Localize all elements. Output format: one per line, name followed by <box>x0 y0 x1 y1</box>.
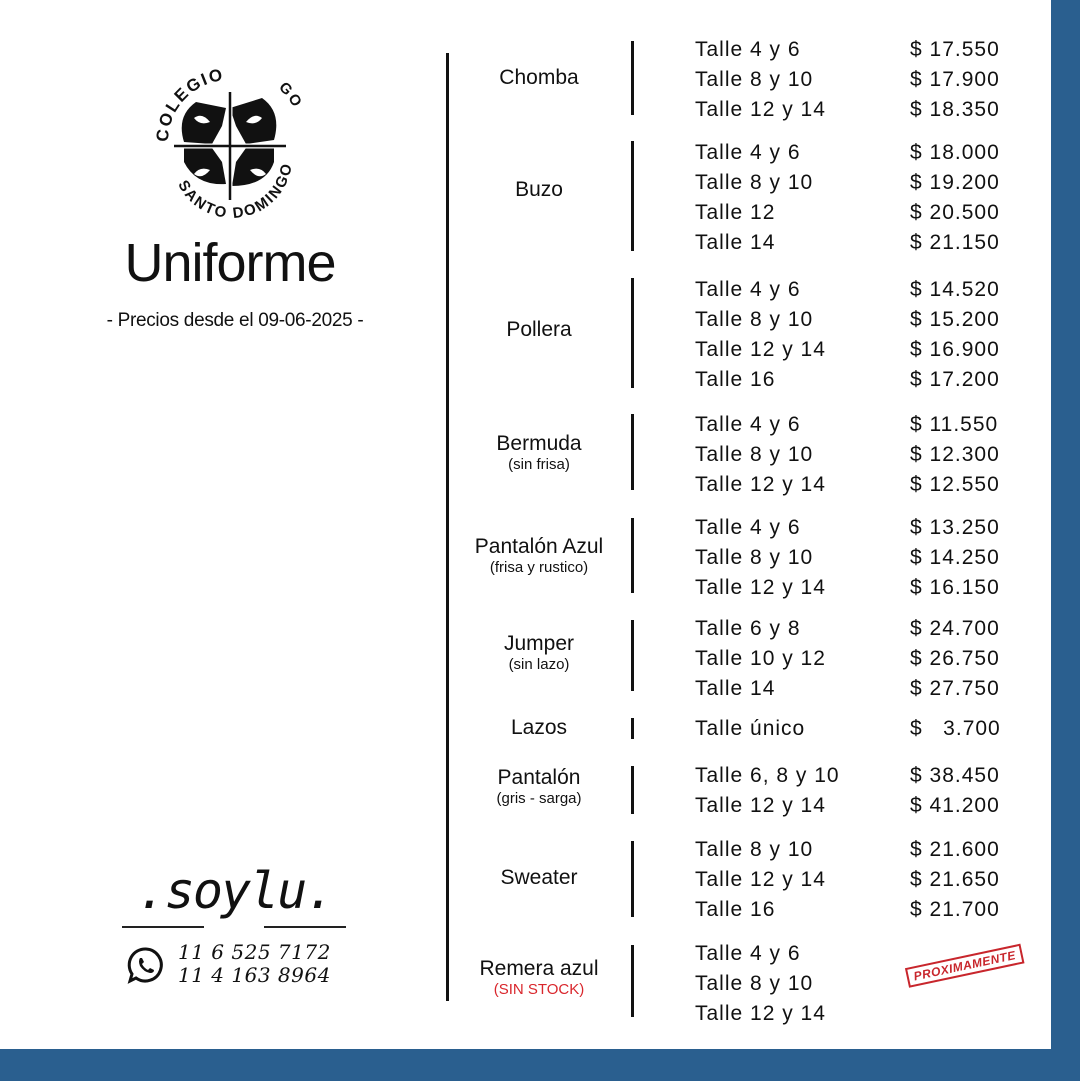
group-bar <box>631 718 634 739</box>
svg-text:COLEGIO: COLEGIO <box>152 64 226 143</box>
frame-right <box>1051 0 1080 1081</box>
page-title: Uniforme <box>124 233 336 293</box>
product-name: Pollera <box>506 318 572 341</box>
size-label: Talle 12 y 14 <box>695 576 826 599</box>
price-value: $ 41.200 <box>910 794 1000 817</box>
price-value: $ 14.520 <box>910 278 1000 301</box>
product-name: Buzo <box>515 178 563 201</box>
product-sweater <box>456 866 622 890</box>
price-value: $ 12.550 <box>910 473 1000 496</box>
product-buzo <box>456 178 622 202</box>
phone-numbers <box>178 941 331 987</box>
svg-text:GO: GO <box>275 78 306 112</box>
size-label: Talle 8 y 10 <box>695 546 814 569</box>
price-value: $ 17.900 <box>910 68 1000 91</box>
price-value: $ 27.750 <box>910 677 1000 700</box>
size-label: Talle 4 y 6 <box>695 413 801 436</box>
group-bar <box>631 141 634 251</box>
product-lazos <box>456 716 622 740</box>
group-bar <box>631 414 634 490</box>
price-value: $ 15.200 <box>910 308 1000 331</box>
group-bar <box>631 945 634 1017</box>
size-label: Talle 8 y 10 <box>695 68 814 91</box>
size-label: Talle 8 y 10 <box>695 443 814 466</box>
product-pollera <box>456 318 622 342</box>
size-label: Talle 6 y 8 <box>695 617 801 640</box>
product-name: Remera azul <box>479 957 599 980</box>
size-label: Talle 12 y 14 <box>695 98 826 121</box>
product-name: Sweater <box>500 866 578 889</box>
column-divider <box>446 53 449 1001</box>
price-value: $ 16.150 <box>910 576 1000 599</box>
price-value: $ 13.250 <box>910 516 1000 539</box>
product-bermuda <box>456 432 622 474</box>
product-pantalon-azul <box>456 535 622 577</box>
size-label: Talle 10 y 12 <box>695 647 826 670</box>
price-value: $ 21.650 <box>910 868 1000 891</box>
product-jumper <box>456 632 622 674</box>
size-label: Talle 4 y 6 <box>695 141 801 164</box>
size-label: Talle 12 y 14 <box>695 473 826 496</box>
group-bar <box>631 278 634 388</box>
svg-text:SANTO DOMINGO: SANTO DOMINGO <box>174 160 297 222</box>
product-name: Lazos <box>510 716 568 739</box>
price-value: $ 21.600 <box>910 838 1000 861</box>
size-label: Talle 8 y 10 <box>695 972 814 995</box>
size-label: Talle 4 y 6 <box>695 38 801 61</box>
product-name: Pantalón Azul <box>474 535 604 558</box>
size-label: Talle 8 y 10 <box>695 308 814 331</box>
price-value: $ 18.350 <box>910 98 1000 121</box>
size-label: Talle 12 y 14 <box>695 794 826 817</box>
group-bar <box>631 766 634 814</box>
size-label: Talle 4 y 6 <box>695 516 801 539</box>
product-chomba <box>456 66 622 90</box>
price-value: $ 17.200 <box>910 368 1000 391</box>
size-label: Talle 12 y 14 <box>695 868 826 891</box>
price-value: $ 24.700 <box>910 617 1000 640</box>
group-bar <box>631 41 634 115</box>
price-value: $ 38.450 <box>910 764 1000 787</box>
size-label: Talle 8 y 10 <box>695 838 814 861</box>
group-bar <box>631 620 634 691</box>
group-bar <box>631 518 634 593</box>
price-value: $ 19.200 <box>910 171 1000 194</box>
product-name: Jumper <box>503 632 575 655</box>
product-remera-azul <box>456 957 622 999</box>
size-label: Talle 12 y 14 <box>695 338 826 361</box>
price-value: $ 12.300 <box>910 443 1000 466</box>
brand-underline-right <box>264 926 346 928</box>
product-pantalon <box>456 766 622 808</box>
price-value: $ 20.500 <box>910 201 1000 224</box>
size-label: Talle único <box>695 717 806 740</box>
size-label: Talle 4 y 6 <box>695 942 801 965</box>
price-value: $ 18.000 <box>910 141 1000 164</box>
price-value: $ 14.250 <box>910 546 1000 569</box>
size-label: Talle 4 y 6 <box>695 278 801 301</box>
brand-underline-left <box>122 926 204 928</box>
product-note: (sin frisa) <box>508 456 570 473</box>
size-label: Talle 16 <box>695 898 776 921</box>
out-of-stock-note: (SIN STOCK) <box>493 981 585 998</box>
price-value: $ 21.150 <box>910 231 1000 254</box>
brand-logo-text: .soylu. <box>136 862 334 920</box>
frame-bottom <box>0 1049 1080 1081</box>
price-value: $ 11.550 <box>910 413 999 436</box>
school-logo <box>150 62 310 222</box>
size-label: Talle 14 <box>695 231 776 254</box>
price-value: $ 17.550 <box>910 38 1000 61</box>
price-value: $ 3.700 <box>910 717 1001 740</box>
price-date-subtitle: - Precios desde el 09-06-2025 - <box>106 310 364 331</box>
size-label: Talle 12 <box>695 201 776 224</box>
product-note: (gris - sarga) <box>496 790 582 807</box>
group-bar <box>631 841 634 917</box>
product-note: (frisa y rustico) <box>489 559 589 576</box>
phone-number: 11 6 525 7172 <box>178 940 331 964</box>
size-label: Talle 8 y 10 <box>695 171 814 194</box>
whatsapp-icon <box>126 945 166 985</box>
phone-number: 11 4 163 8964 <box>178 963 331 987</box>
size-label: Talle 6, 8 y 10 <box>695 764 840 787</box>
product-name: Chomba <box>499 66 579 89</box>
product-note: (sin lazo) <box>508 656 570 673</box>
price-value: $ 21.700 <box>910 898 1000 921</box>
coming-soon-stamp: PROXIMAMENTE <box>905 944 1025 988</box>
price-value: $ 26.750 <box>910 647 1000 670</box>
price-value: $ 16.900 <box>910 338 1000 361</box>
product-name: Bermuda <box>496 432 582 455</box>
size-label: Talle 14 <box>695 677 776 700</box>
size-label: Talle 12 y 14 <box>695 1002 826 1025</box>
product-name: Pantalón <box>497 766 581 789</box>
size-label: Talle 16 <box>695 368 776 391</box>
